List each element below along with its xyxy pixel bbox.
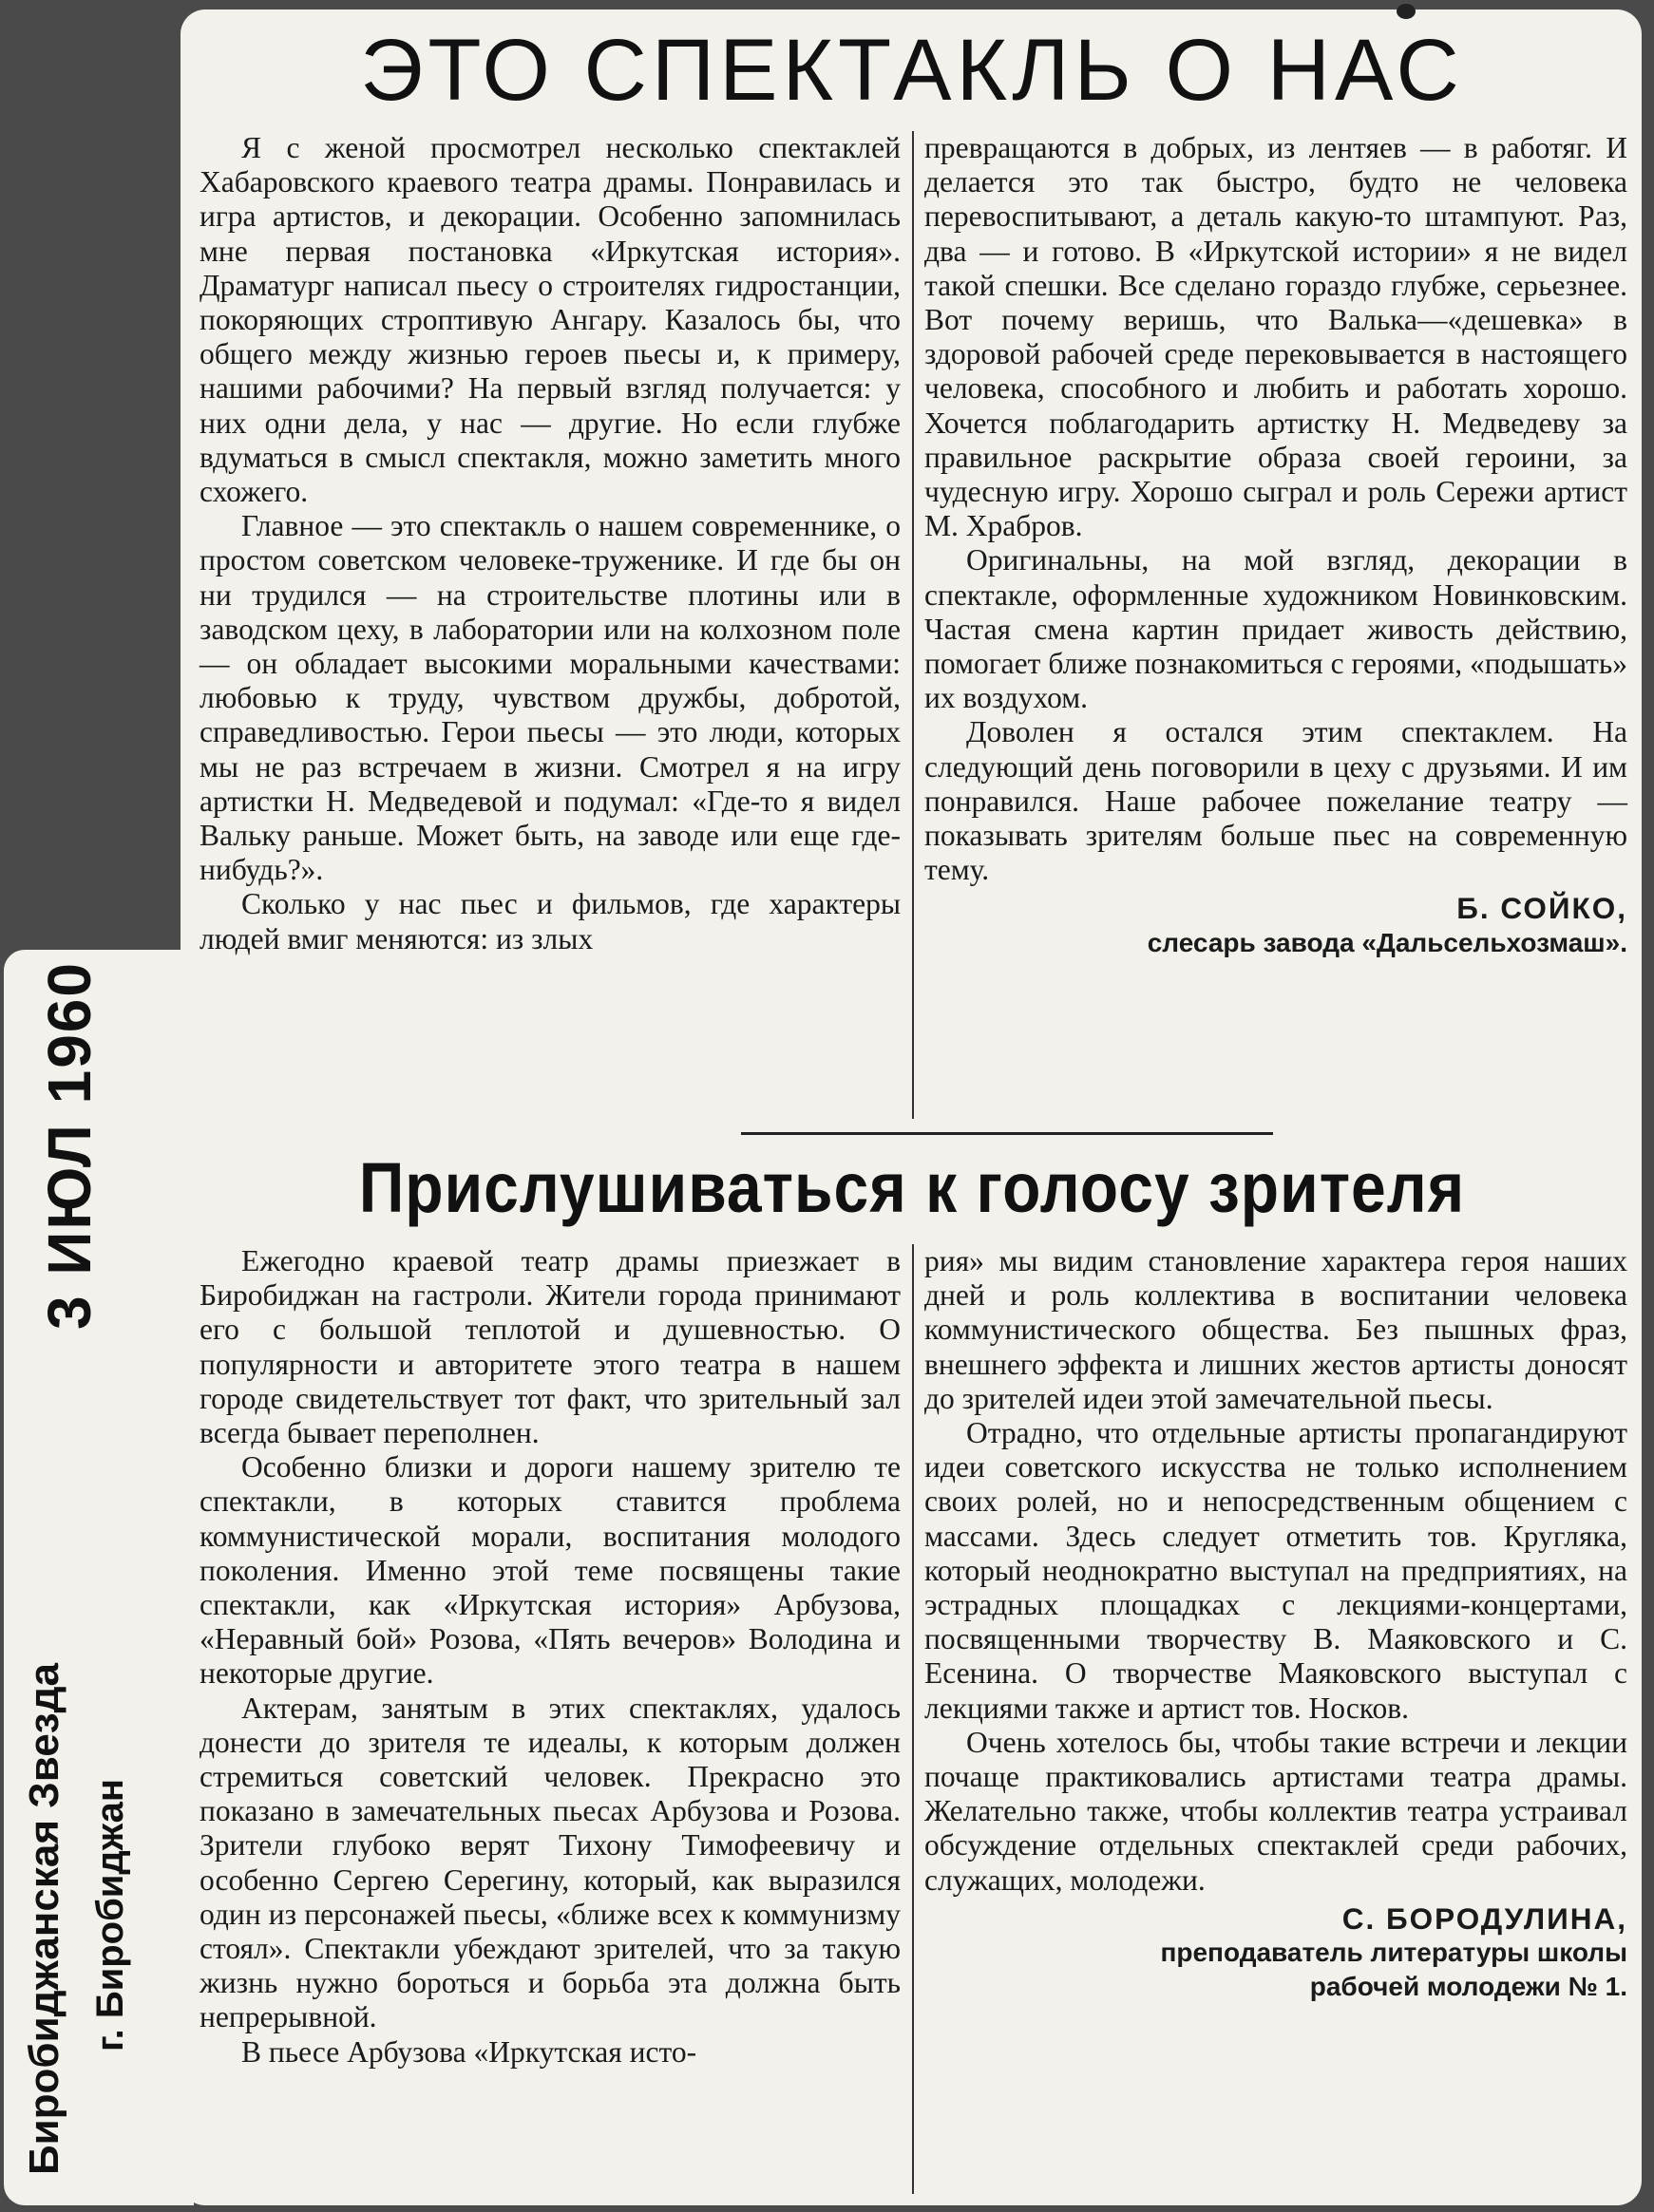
article1-column-1 (200, 131, 901, 956)
paragraph: Актерам, занятым в этих спектаклях, удалось донести до зрителя те идеалы, к которым должен стремиться советский человек. Прекрасно это показано в замечательных пьесах Арбузова и Розова. Зрители глубоко верят Тихону Тимофеевичу и особенно Сергею Серегину, который, как выразился один из персонажей пьесы, «ближе всех к коммунизму стоял». Спектакли убеждают зрителей, что за такую жизнь нужно бороться и борьба эта должна быть непрерывной. (200, 1691, 901, 2034)
paragraph: Оригинальны, на мой взгляд, декорации в спектакле, оформленные художником Новинковским. Частая смена картин придает живость действию, помогает ближе познакомиться с героями, «подышать» их воздухом. (924, 543, 1627, 715)
paragraph: Особенно близки и дороги нашему зрителю те спектакли, в которых ставится проблема коммунистической морали, воспитания молодого поколения. Именно этой теме посвящены такие спектакли, как «Иркутская история» Арбузова, «Неравный бой» Розова, «Пять вечеров» Володина и некоторые другие. (200, 1450, 901, 1691)
column-divider (912, 131, 914, 1119)
paragraph: рия» мы видим становление характера героя наших дней и роль коллектива в воспитании человека коммунистического общества. Без пышных фраз, внешнего эффекта и лишних жестов артисты доносят до зрителей идеи этой замечательной пьесы. (924, 1244, 1627, 1415)
article2-author: С. БОРОДУЛИНА, (1341, 1900, 1627, 1936)
paragraph: превращаются в добрых, из лентяев — в работяг. И делается это так быстро, будто не человека перевоспитывают, а деталь какую-то штампуют. Раз, два — и готово. В «Иркутской истории» я не видел такой спешки. Все сделано гораздо глубже, серьезнее. Вот почему веришь, что Валька—«дешевка» в здоровой рабочей среде перековывается в настоящего человека, способного и любить и работать хорошо. Хочется поблагодарить артистку Н. Медведеву за правильное раскрытие образа своей героини, за чудесную игру. Хорошо сыграл и роль Сережи артист М. Храбров. (924, 131, 1627, 543)
article1-author-role: слесарь завода «Дальсельхозмаш». (1147, 927, 1627, 957)
section-rule-left (741, 1132, 912, 1135)
paragraph: Очень хотелось бы, чтобы такие встречи и лекции почаще практиковались артистами театра драмы. Желательно также, чтобы коллектив театра устраивал обсуждение отдельных спектаклей среди рабочих, служащих, молодежи. (924, 1725, 1627, 1897)
article1-column-2 (924, 131, 1627, 960)
stamp-newspaper-name: Биробиджанская Звезда (21, 1663, 67, 2175)
paragraph: Отрадно, что отдельные артисты пропагандируют идеи советского искусства не только исполнением своих ролей, но и непосредственным общением с массами. Здесь следует отметить тов. Кругляка, который неоднократно выступал на предприятиях, на эстрадных площадках с лекциями-концертами, посвященными творчеству В. Маяковского и С. Есенина. О творчестве Маяковского выступал с лекциями также и артист тов. Носков. (924, 1416, 1627, 1725)
article2-title: Прислушиваться к голосу зрителя (358, 1147, 1466, 1227)
article2-column-2 (924, 1244, 1627, 2004)
pin-mark (1397, 4, 1416, 19)
article2-author-role-line2: рабочей молодежи № 1. (1309, 1972, 1627, 2002)
paragraph: В пьесе Арбузова «Иркутская исто- (241, 2034, 697, 2069)
stamp-date: 3 ИЮЛ 1960 (35, 961, 104, 1330)
column-divider (912, 1244, 914, 2194)
paragraph: Главное — это спектакль о нашем современнике, о простом советском человеке-труженике. И где бы он ни трудился — на строительстве плотины или в заводском цеху, в лаборатории или на колхозном поле — он обладает высокими моральными качествами: любовью к труду, чувством дружбы, добротой, справедливостью. Герои пьесы — это люди, которых мы не раз встречаем в жизни. Смотрел я на игру артистки Н. Медведевой и подумал: «Где-то я видел Вальку раньше. Может быть, на заводе или еще где-нибудь?». (200, 509, 901, 887)
stamp-city: г. Биробиджан (89, 1778, 131, 2051)
paragraph: Доволен я остался этим спектаклем. На следующий день поговорили в цеху с друзьями. И им понравился. Наше рабочее пожелание театру — показывать зрителям больше пьес на современную тему. (924, 715, 1627, 887)
article1-title: ЭТО СПЕКТАКЛЬ О НАС (360, 22, 1464, 119)
paragraph: Сколько у нас пьес и фильмов, где характеры людей вмиг меняются: из злых (200, 887, 901, 955)
section-rule-right (912, 1132, 1273, 1135)
article2-column-1 (200, 1244, 901, 2070)
article2-author-role-line1: преподаватель литературы школы (1160, 1938, 1627, 1968)
paragraph: Ежегодно краевой театр драмы приезжает в Биробиджан на гастроли. Жители города принимают его с большой теплотой и душевностью. О популярности и авторитете этого театра в нашем городе свидетельствует тот факт, что зрительный зал всегда бывает переполнен. (200, 1244, 901, 1450)
article1-author: Б. СОЙКО, (1456, 891, 1627, 926)
paragraph: Я с женой просмотрел несколько спектаклей Хабаровского краевого театра драмы. Понравилась и игра артистов, и декорации. Особенно запомнилась мне первая постановка «Иркутская история». Драматург написал пьесу о строителях гидростанции, покоряющих строптивую Ангару. Казалось бы, что общего между жизнью героев пьесы и, к примеру, нашими рабочими? На первый взгляд получается: у них одни дела, у нас — другие. Но если глубже вдуматься в смысл спектакля, можно заметить много схожего. (200, 131, 901, 509)
